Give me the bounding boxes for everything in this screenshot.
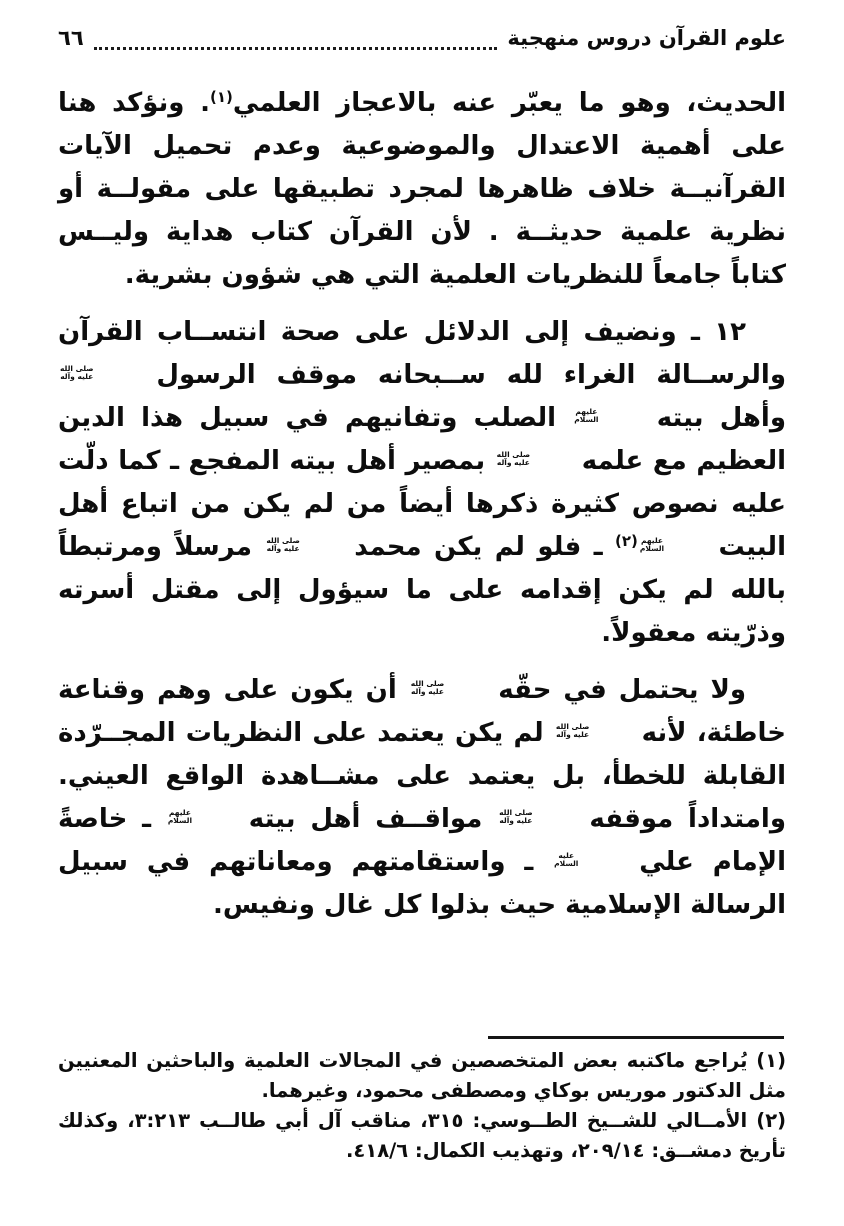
body-paragraph: ١٢ ـ ونضيف إلى الدلائل على صحة انتســاب القرآن والرســالة الغراء لله ســبحانه موقف الرسول صلى الله عليه وآله وأهل بيته عليهم السلام الصلب وتفانيهم في سبيل هذا الدين العظيم مع علمه صلى الله عليه وآله بمصير أهل بيته المفجع ـ كما دلّت عليه نصوص كثيرة ذكرها أيضاً من لم يكن من اتباع أهل البيت عليهم السلام $^{(٢)}$ ـ فلو لم يكن محمد صلى الله عليه وآله مرسلاً ومرتبطاً بالله لم يكن إقدامه على ما سيؤول إلى مقتل أسرته وذرّيته معقولاً. (58, 317, 786, 648)
honorific-saww-mark: صلى الله عليه وآله (555, 722, 590, 739)
footnotes-section (58, 1036, 786, 1166)
honorific-saww-mark: صلى الله عليه وآله (410, 679, 445, 696)
footnote-item: (٢) الأمــالي للشــيخ الطــوسي: ٣١٥، مناقب آل أبي طالــب ٣:٢١٣، وكذلك تأريخ دمشــق: ٢٠٩/١٤، وتهذيب الكمال: ٤١٨/٦. (58, 1109, 787, 1162)
honorific-alayhim-mark: عليهم السلام (167, 808, 193, 825)
body-paragraph: الحديث، وهو ما يعبّر عنه بالاعجاز العلمي$^{(١)}$. ونؤكد هنا على أهمية الاعتدال والموضوعية وعدم تحميل الآيات القرآنيــة خلاف ظاهرها لمجرد تطبيقها على مقولــة أو نظرية علمية حديثــة . لأن القرآن كتاب هداية وليــس كتاباً جامعاً للنظريات العلمية التي هي شؤون بشرية. (58, 88, 786, 290)
footnote-list (58, 1046, 786, 1166)
honorific-saww-mark: صلى الله عليه وآله (499, 808, 533, 825)
footnote-item: (١) يُراجع ماكتبه بعض المتخصصين في المجالات العلمية والباحثين المعنيين مثل الدكتور موريس بوكاي ومصطفى محمود، وغيرهما. (58, 1049, 786, 1102)
honorific-alayhim-mark: عليهم السلام (639, 536, 665, 553)
page-number: ٦٦ (58, 26, 84, 50)
body-text (58, 82, 786, 931)
honorific-alayhi-mark: عليه السلام (554, 851, 579, 868)
footnote-separator (488, 1036, 784, 1039)
dotted-leader (94, 32, 498, 50)
honorific-saww-mark: صلى الله عليه وآله (496, 450, 531, 467)
honorific-alayhim-mark: عليهم السلام (574, 407, 599, 424)
footnote-ref: (١) (209, 88, 233, 106)
body-paragraph: ولا يحتمل في حقّه صلى الله عليه وآله أن يكون على وهم وقناعة خاطئة، لأنه صلى الله عليه وآله لم يكن يعتمد على النظريات المجــرّدة القابلة للخطأ، بل يعتمد على مشــاهدة الواقع العيني. وامتداداً موقفه صلى الله عليه وآله مواقــف أهل بيته عليهم السلام ـ خاصةً الإمام علي عليه السلام ـ واستقامتهم ومعاناتهم في سبيل الرسالة الإسلامية حيث بذلوا كل غال ونفيس. (58, 675, 786, 920)
honorific-saww-mark: صلى الله عليه وآله (266, 536, 300, 553)
footnote-ref: (٢) (615, 532, 638, 550)
running-header (58, 26, 786, 50)
honorific-saww-mark: صلى الله عليه وآله (60, 364, 94, 381)
header-title: علوم القرآن دروس منهجية (507, 26, 786, 50)
